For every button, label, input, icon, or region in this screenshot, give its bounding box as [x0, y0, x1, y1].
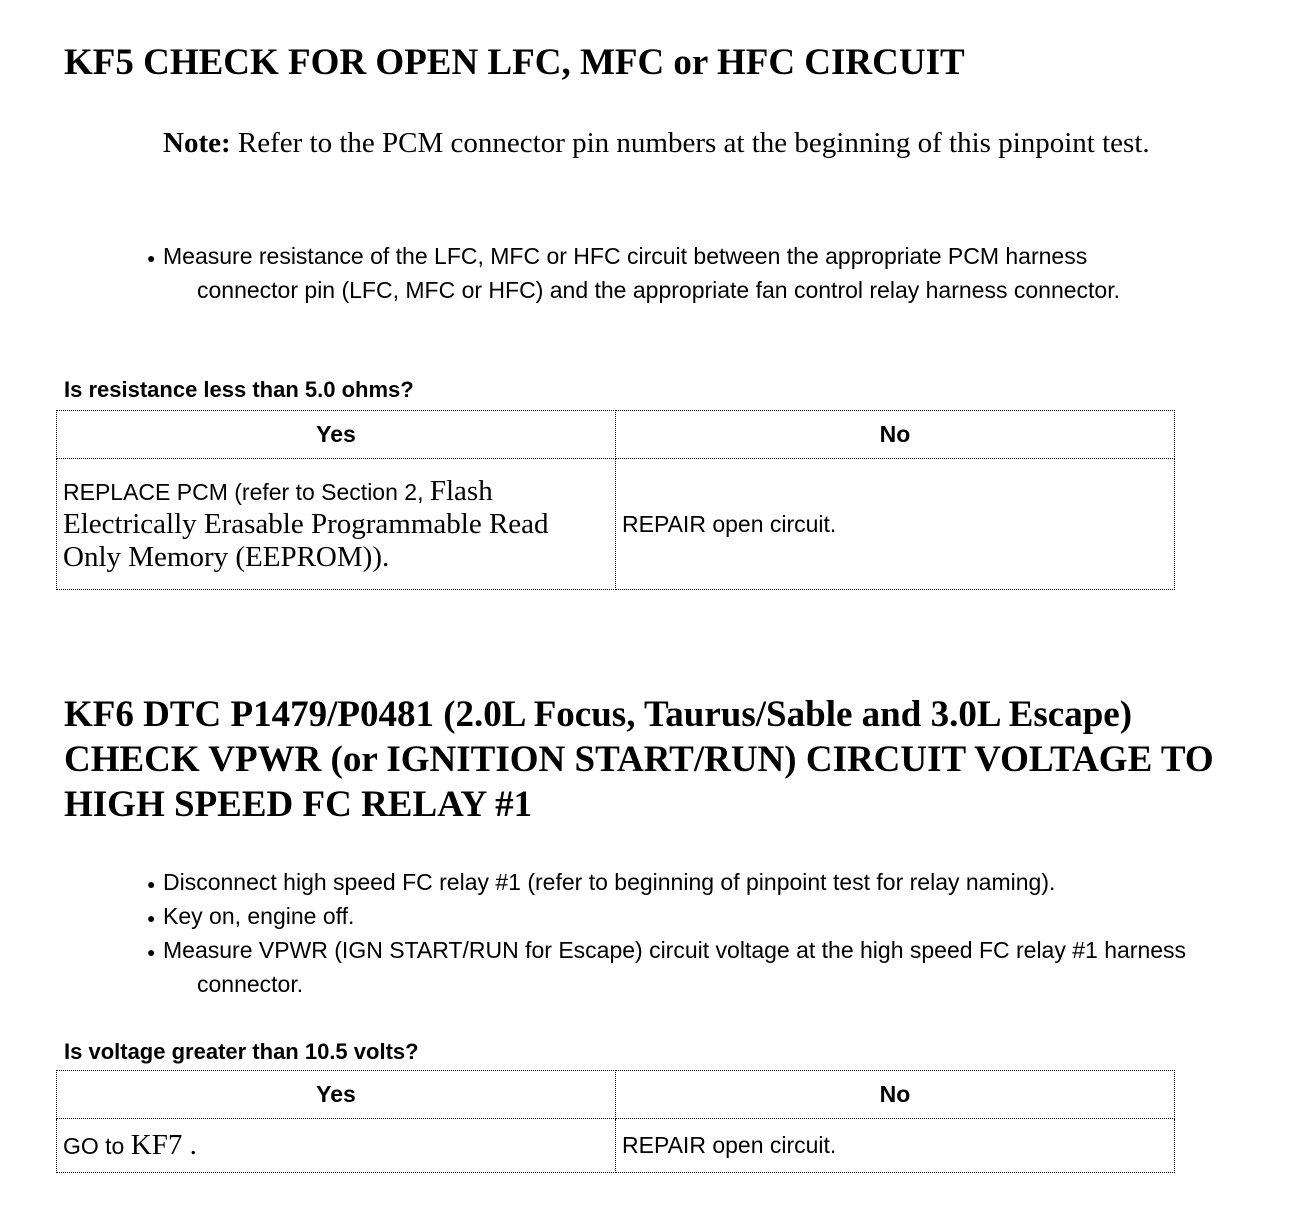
- kf6-answer-table: [56, 1070, 1175, 1173]
- bullet-icon: ●: [147, 909, 156, 926]
- yes-header: Yes: [57, 411, 616, 459]
- yes-cell: GO to KF7 .: [57, 1119, 616, 1173]
- kf5-answer-table: [56, 410, 1175, 590]
- bullet-icon: ●: [147, 943, 156, 960]
- note-text: Refer to the PCM connector pin numbers at the beginning of this pinpoint test.: [230, 127, 1150, 159]
- no-cell: REPAIR open circuit.: [616, 1119, 1175, 1173]
- bullet-icon: ●: [147, 249, 156, 266]
- yes-header: Yes: [57, 1071, 616, 1119]
- no-cell: REPAIR open circuit.: [616, 459, 1175, 590]
- kf5-title: KF5 CHECK FOR OPEN LFC, MFC or HFC CIRCUIT: [64, 42, 965, 83]
- bullet-item: ● Measure resistance of the LFC, MFC or HFC circuit between the appropriate PCM harness connector pin (LFC, MFC or HFC) and the appropriate fan control relay harness connector.: [147, 243, 1120, 303]
- bullet-item: ● Measure VPWR (IGN START/RUN for Escape) circuit voltage at the high speed FC relay #1 harness connector.: [147, 936, 1187, 997]
- no-header: No: [616, 1071, 1175, 1119]
- no-header: No: [616, 411, 1175, 459]
- kf6-bullets: [147, 866, 1277, 1000]
- kf5-note: [163, 124, 1263, 162]
- bullet-item: ● Key on, engine off.: [147, 900, 1277, 934]
- kf5-bullets: [147, 240, 1187, 306]
- bullet-icon: ●: [147, 875, 156, 892]
- yes-cell: REPLACE PCM (refer to Section 2, Flash Electrically Erasable Programmable Read Only Memory (EEPROM)).: [57, 459, 616, 590]
- kf6-question: Is voltage greater than 10.5 volts?: [64, 1039, 419, 1064]
- kf6-title: KF6 DTC P1479/P0481 (2.0L Focus, Taurus/Sable and 3.0L Escape) CHECK VPWR (or IGNITION START/RUN) CIRCUIT VOLTAGE TO HIGH SPEED FC RELAY #1: [64, 694, 1214, 825]
- bullet-item: ● Disconnect high speed FC relay #1 (refer to beginning of pinpoint test for relay naming).: [147, 866, 1277, 900]
- kf5-question: Is resistance less than 5.0 ohms?: [64, 377, 414, 402]
- note-label: Note:: [163, 127, 231, 159]
